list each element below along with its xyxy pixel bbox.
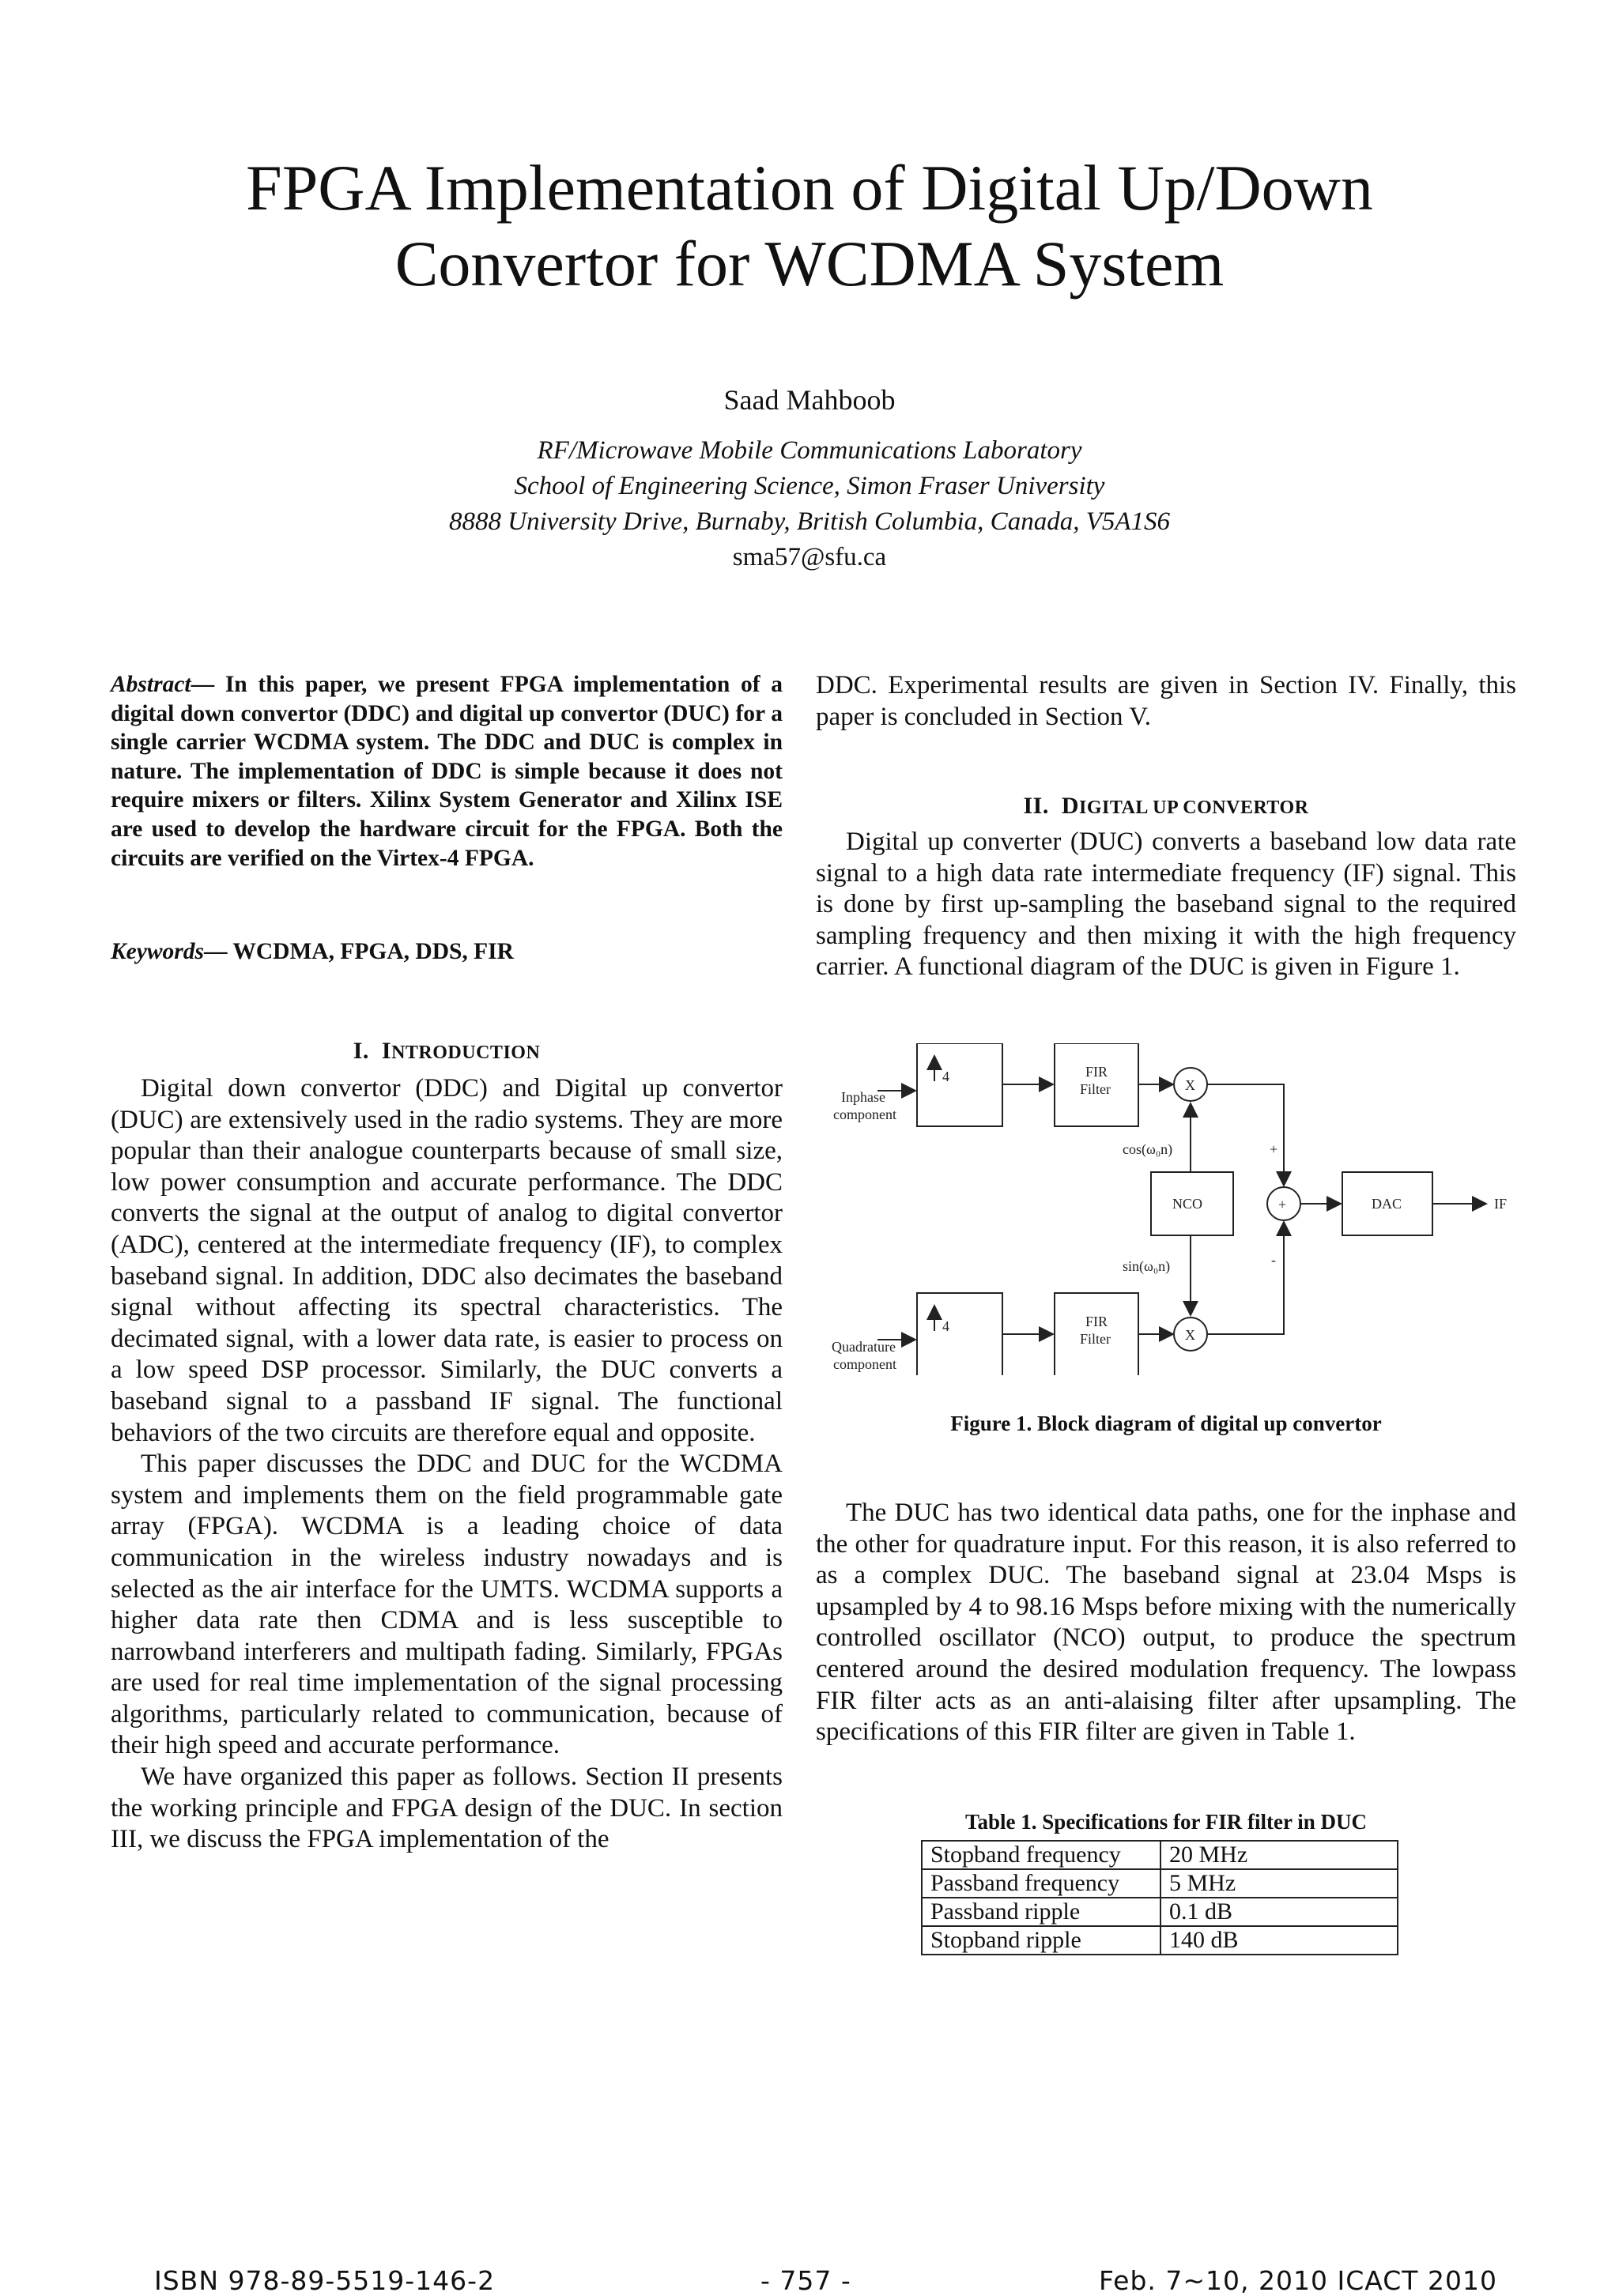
fir-label: FIR [1085, 1314, 1108, 1329]
upsampler-block-q [917, 1293, 1002, 1375]
table-row [922, 1926, 1398, 1955]
section-heading-duc [816, 790, 1516, 824]
section-title-cap: D [1061, 793, 1080, 819]
title-line-2: Convertor for WCDMA System [394, 228, 1225, 300]
table-row [922, 1869, 1398, 1898]
duc-paragraph-1 [816, 827, 1516, 983]
inphase-label: Inphase [841, 1089, 885, 1105]
paragraph: We have organized this paper as follows. Section II presents the working principle and FPGA design of the DUC. In section III, we discuss the FPGA implementation of the [111, 1763, 783, 1854]
affiliation-block [119, 433, 1500, 575]
table-cell-param: Stopband frequency [922, 1841, 1160, 1869]
fir-label-2: Filter [1080, 1331, 1111, 1347]
table-cell-value: 20 MHz [1160, 1841, 1398, 1869]
quadrature-label: Quadrature [832, 1339, 896, 1355]
upsampler-block-i [917, 1043, 1002, 1126]
footer-conference: Feb. 7~10, 2010 ICACT 2010 [1099, 2265, 1497, 2296]
title-line-1: FPGA Implementation of Digital Up/Down [246, 152, 1373, 224]
nco-label: NCO [1172, 1196, 1203, 1212]
keywords-label: Keywords [111, 939, 204, 964]
table-1-caption: Table 1. Specifications for FIR filter in DUC [965, 1810, 1367, 1834]
section-title-cap: I [381, 1038, 392, 1064]
abstract-dash: — [191, 672, 225, 697]
sin-label: sin(ω₀n) [1123, 1258, 1171, 1274]
fir-label-2: Filter [1080, 1081, 1111, 1097]
section-title-rest: NTRODUCTION [391, 1042, 541, 1063]
affiliation-lab: RF/Microwave Mobile Communications Laboratory [537, 436, 1082, 465]
paragraph: Digital up converter (DUC) converts a baseband low data rate signal to a high data rate intermediate frequency (IF) signal. This is done by first up-sampling the baseband signal to the required sampling frequency and then mixing it with the high frequency carrier. A functional diagram of the DUC is given in Figure 1. [816, 828, 1516, 982]
table-cell-param: Passband frequency [922, 1869, 1160, 1898]
table-cell-param: Stopband ripple [922, 1926, 1160, 1955]
upsample-factor-q: 4 [942, 1318, 949, 1334]
section-heading-introduction [111, 1035, 783, 1069]
table-cell-value: 5 MHz [1160, 1869, 1398, 1898]
fir-label: FIR [1085, 1064, 1108, 1080]
table-row [922, 1841, 1398, 1869]
introduction-body [111, 1073, 783, 1856]
minus-sign: - [1271, 1252, 1276, 1268]
table-1-fir-specs [921, 1840, 1398, 1955]
abstract-label: Abstract [111, 672, 191, 697]
paragraph: Digital down convertor (DDC) and Digital up convertor (DUC) are extensively used in the radio systems. They are more popular than their analogue counterparts because of small size, low power consumption and accurate performance. The DDC converts the signal at the output of analog to digital convertor (ADC), centered at the intermediate frequency (IF), to complex baseband signal. In addition, DDC also decimates the baseband signal without affecting its spectral characteristics. The decimated signal, with a lower data rate, is easier to process on a low speed DSP processor. Similarly, the DUC converts a baseband signal to a passband IF signal. The functional behaviors of the two circuits are therefore equal and opposite. [111, 1074, 783, 1447]
plus-sign: + [1270, 1141, 1278, 1157]
table-row [922, 1898, 1398, 1926]
section-title-rest: IGITAL UP CONVERTOR [1079, 797, 1309, 818]
mixer-symbol: X [1185, 1327, 1195, 1343]
paper-title [119, 150, 1500, 302]
figure-1-caption: Figure 1. Block diagram of digital up convertor [950, 1412, 1382, 1435]
upsample-factor-i: 4 [942, 1069, 949, 1084]
abstract-text: In this paper, we present FPGA implementation of a digital down convertor (DDC) and digital up convertor (DUC) for a single carrier WCDMA system. The DDC and DUC is complex in nature. The implementation of DDC is simple because it does not require mixers or filters. Xilinx System Generator and Xilinx ISE are used to develop the hardware circuit for the FPGA. Both the circuits are verified on the Virtex-4 FPGA. [111, 672, 783, 871]
keywords-dash: — [204, 939, 233, 964]
keywords [111, 937, 783, 968]
mixer-q-to-adder [1207, 1222, 1284, 1334]
table-cell-param: Passband ripple [922, 1898, 1160, 1926]
author-name: Saad Mahboob [723, 384, 896, 416]
inphase-label-2: component [833, 1107, 896, 1122]
dac-label: DAC [1372, 1196, 1402, 1212]
table-cell-value: 0.1 dB [1160, 1898, 1398, 1926]
mixer-i-to-adder [1207, 1084, 1284, 1186]
footer-page-number: - 757 - [760, 2265, 851, 2296]
keywords-text: WCDMA, FPGA, DDS, FIR [232, 939, 514, 964]
section-number: I. [353, 1038, 369, 1064]
mixer-symbol: X [1185, 1077, 1195, 1093]
if-output-label: IF [1494, 1196, 1508, 1212]
paragraph: The DUC has two identical data paths, one for the inphase and the other for quadrature input. For this reason, it is also referred to as a complex DUC. The baseband signal at 23.04 Msps is upsampled by 4 to 98.16 Msps before mixing with the numerically controlled oscillator (NCO) output, to produce the spectrum centered around the desired modulation frequency. The lowpass FIR filter acts as an anti-alaising filter after upsampling. The specifications of this FIR filter are given in Table 1. [816, 1499, 1516, 1747]
author-email[interactable]: sma57@sfu.ca [732, 543, 887, 571]
quadrature-label-2: component [833, 1356, 896, 1372]
affiliation-address: 8888 University Drive, Burnaby, British Columbia, Canada, V5A1S6 [448, 507, 1171, 536]
table-cell-value: 140 dB [1160, 1926, 1398, 1955]
affiliation-school: School of Engineering Science, Simon Fraser University [514, 472, 1105, 500]
footer-isbn: ISBN 978-89-5519-146-2 [154, 2265, 496, 2296]
duc-paragraph-2 [816, 1498, 1516, 1748]
introduction-continuation: DDC. Experimental results are given in Section IV. Finally, this paper is concluded in Section V. [816, 671, 1516, 731]
section-number: II. [1023, 793, 1049, 819]
figure-1-block-diagram [822, 1043, 1518, 1375]
paragraph: This paper discusses the DDC and DUC for the WCDMA system and implements them on the field programmable gate array (FPGA). WCDMA is a leading choice of data communication in the wireless industry nowadays and is selected as the air interface for the UMTS. WCDMA supports a higher data rate then CDMA and is less susceptible to narrowband interferers and multipath fading. Similarly, FPGAs are used for real time implementation of the signal processing algorithms, particularly related to communication, because of their high speed and accurate performance. [111, 1450, 783, 1760]
cos-label: cos(ω₀n) [1123, 1141, 1173, 1157]
adder-symbol: + [1278, 1197, 1287, 1212]
abstract [111, 670, 783, 873]
